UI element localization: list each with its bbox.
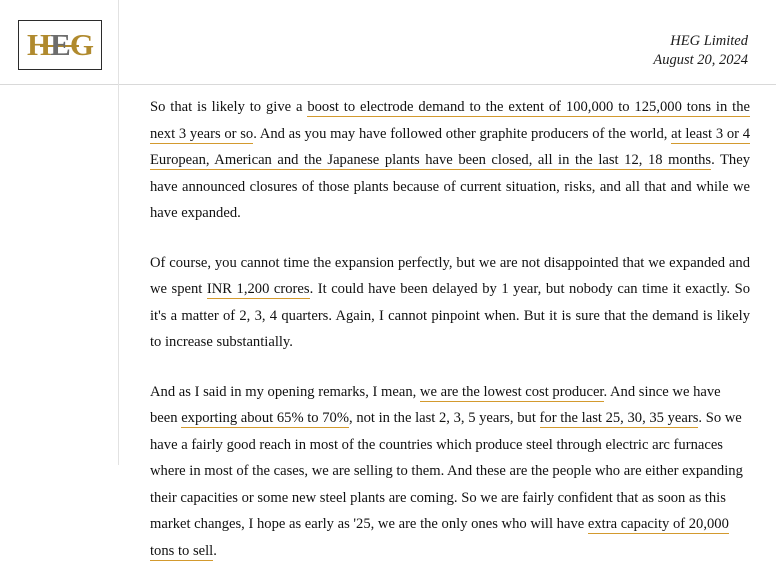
company-name: HEG Limited — [653, 32, 748, 51]
text-run: . It could have been delayed by 1 year, but nobody can time it exactly. So it's a matter of 2, 3, 4 quarters. Again, I cannot pinpoint when. But it is sure that the demand is likely to increase substantially. — [150, 281, 750, 350]
paragraph — [150, 250, 750, 356]
text-run: . And since we have been — [150, 384, 721, 427]
header-meta — [653, 32, 748, 70]
highlighted-text: INR 1,200 crores — [207, 281, 310, 299]
logo-letter-h: H — [27, 27, 50, 62]
text-run: Of course, you cannot time the expansion perfectly, but we are not disappointed that we expanded and we spent — [150, 255, 750, 298]
text-run: . So we have a fairly good reach in most of the countries which produce steel through electric arc furnaces where in most of the cases, we are selling to them. And these are the people who are either expanding their capacities or some new steel plants are coming. So we are fairly confident that as soon as this market changes, I hope as early as '25, we are the only ones who will have — [150, 410, 743, 532]
highlighted-text: at least 3 or 4 European, American and the Japanese plants have been closed, all in the last 12, 18 months — [150, 126, 750, 171]
left-margin-rule — [118, 0, 119, 465]
highlighted-text: we are the lowest cost producer — [420, 384, 604, 402]
paragraph — [150, 379, 750, 564]
text-run: . — [213, 543, 217, 559]
logo-wordmark — [19, 21, 101, 69]
paragraph — [150, 94, 750, 227]
text-run: So that is likely to give a — [150, 99, 307, 115]
highlighted-text: boost to electrode demand to the extent of 100,000 to 125,000 tons in the next 3 years or so — [150, 99, 750, 144]
transcript-body — [150, 94, 750, 564]
heg-logo — [18, 20, 102, 70]
text-run: , not in the last 2, 3, 5 years, but — [349, 410, 540, 426]
highlighted-text: exporting about 65% to 70% — [181, 410, 349, 428]
text-run: . And as you may have followed other graphite producers of the world, — [253, 126, 671, 142]
header-divider — [0, 84, 776, 85]
document-header — [0, 0, 776, 84]
highlighted-text: extra capacity of 20,000 tons to sell — [150, 516, 729, 561]
logo-letter-e: E — [50, 27, 70, 62]
text-run: . They have announced closures of those plants because of current situation, risks, and all that and while we have expanded. — [150, 152, 750, 221]
document-date: August 20, 2024 — [653, 51, 748, 70]
logo-letter-g: G — [70, 27, 93, 62]
highlighted-text: for the last 25, 30, 35 years — [540, 410, 699, 428]
text-run: And as I said in my opening remarks, I mean, — [150, 384, 420, 400]
